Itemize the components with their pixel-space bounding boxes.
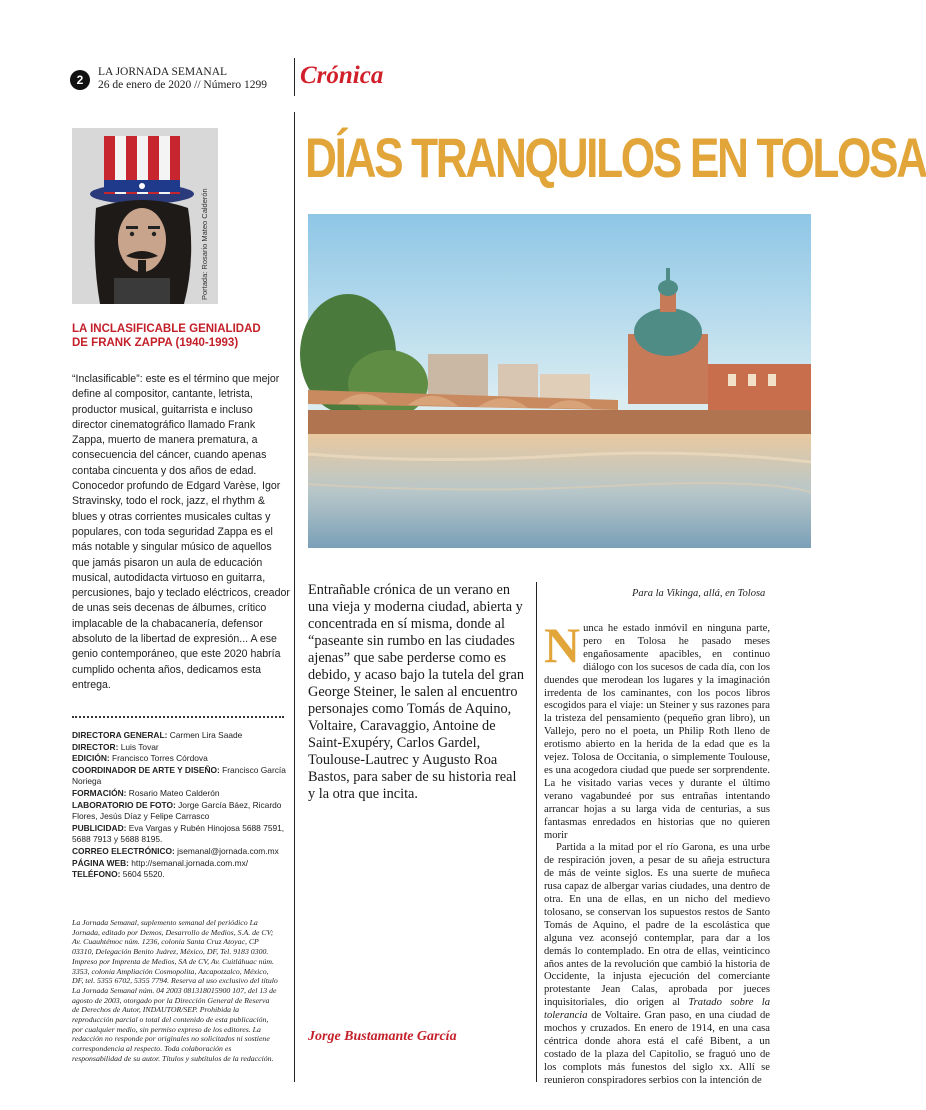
publication-name: LA JORNADA SEMANAL: [98, 66, 228, 78]
article-dedication: Para la Vikinga, allá, en Tolosa: [632, 588, 766, 599]
staff-row: PUBLICIDAD: Eva Vargas y Rubén Hinojosa 5688 7591, 5688 7913 y 5688 8195.: [72, 822, 285, 845]
staff-row: LABORATORIO DE FOTO: Jorge García Báez, Ricardo Flores, Jesús Díaz y Felipe Carrasco: [72, 799, 282, 822]
issue-date: 26 de enero de 2020 // Número 1299: [98, 79, 267, 91]
photo-credit: Portada: Rosario Mateo Calderón: [200, 188, 209, 300]
staff-row: FORMACIÓN: Rosario Mateo Calderón: [72, 787, 220, 798]
body-paragraph: Nunca he estado inmóvil en ninguna parte, pero en Tolosa he pasado meses engañosamente apacibles, en continuo diálogo con los sucesos de cada día, con los duendes que merodean los lugares y la imaginación irredenta de los caminantes, con los pocos libros escogidos para el viaje: un Steiner y sus razones para la tristeza del pensamiento (pequeño gran libro), un Vallejo, pero no el poeta, un Philip Roth lleno de erotismo abierto en la herida de la edad que es la vejez. Tolosa de Occitania, o simplemente Toulouse, es una acogedora ciudad que puede ser sorprendente. La he visitado varias veces y durante el último verano vagabundeé por sus entrañas intentando arrancar hojas a su larga vida de centurias, a sus fantasmas enredados en historias que no quieren morir: [544, 617, 770, 841]
body-column-divider: [536, 582, 537, 1082]
article-body: [544, 617, 771, 1088]
article-title: DÍAS TRANQUILOS EN TOLOSA: [305, 126, 926, 189]
staff-row: DIRECTORA GENERAL: Carmen Lira Saade: [72, 730, 243, 740]
column-divider: [294, 112, 295, 1082]
river-garonne-illustration: [308, 214, 811, 548]
staff-row: CORREO ELECTRÓNICO: jsemanal@jornada.com.mx: [72, 845, 279, 856]
page-number: 2: [70, 70, 90, 90]
sidebar-intro: “Inclasificable”: este es el término que mejor define al compositor, cantante, letrista, productor musical, guitarrista e incluso director cinematográfico llamado Frank Zappa, muerto de manera prematura, a consecuencia del cáncer, cuando apenas contaba cincuenta y dos años de edad. Conocedor profundo de Edgard Varèse, Igor Stravinsky, todo el rock, jazz, el rhythm & blues y otras corrientes musicales cultas y populares, con toda seguridad Zappa es el más notable y singular músico de aquellos que jamás pisaron un aula de educación musical, autodidacta virtuoso en guitarra, percusiones, bajo y teclado eléctricos, creador de unas seis decenas de álbumes, crítico implacable de la chabacanería, defensor absoluto de la libertad de expresión... A ese genio contemporáneo, que este 2020 habría cumplido ochenta años, dedicamos esta entrega.: [72, 373, 290, 691]
section-title: Crónica: [300, 62, 384, 89]
staff-row: PÁGINA WEB: http://semanal.jornada.com.mx/: [72, 857, 249, 868]
toulouse-photo: [308, 214, 811, 548]
article-lead: Entrañable crónica de un verano en una vieja y moderna ciudad, abierta y concentrada en sí misma, donde al “paseante sin rumbo en las ciudades ajenas” que sabe perderse como es debido, y acaso bajo la tutela del gran George Steiner, le salen al encuentro personajes como Tomás de Aquino, Voltaire, Caravaggio, Antoine de Saint-Exupéry, Carlos Gardel, Toulouse-Lautrec y Augusto Roa Bastos, para saber de su historia real y la otra que incita.: [308, 582, 524, 802]
article-byline: Jorge Bustamante García: [308, 1029, 457, 1044]
header-divider: [294, 58, 295, 96]
publication-masthead: [98, 66, 267, 92]
portrait-illustration: [72, 128, 218, 304]
dotted-divider: [72, 716, 284, 718]
drop-cap: N: [544, 617, 581, 673]
body-paragraph: Partida a la mitad por el río Garona, es una urbe de respiración joven, a pesar de su añeja estructura de más de veinte siglos. Es una suerte de muñeca rusa capaz de albergar varias ciudades, una dentro de otra. En una de ellas, en un nicho del medievo tolosano, se conservan los supuestos restos de Santo Tomás de Aquino, el padre de la escolástica que alguna vez aconsejó contemplar, para dar a los demás lo contemplado. En otra de ellas, veinticinco años antes de la revolución que cambió la historia de Occidente, la injusta ejecución del comerciante protestante Jean Calas, aprobada por jueces inquisitoriales, dio origen al Tratado sobre la tolerancia de Voltaire. Gran paso, en una ciudad de mochos y cruzados. En enero de 1914, en una casa céntrica donde ahora está el café Bibent, a un costado de la plaza del Capitolio, se fraguó uno de los complots más funestos del siglo xx. Allí se reunieron conspiradores serbios con la intención de: [544, 842, 771, 1086]
sidebar-kicker: LA INCLASIFICABLE GENIALIDAD DE FRANK ZAPPA (1940-1993): [72, 323, 261, 349]
staff-credits: [72, 730, 290, 881]
staff-row: COORDINADOR DE ARTE Y DISEÑO: Francisco García Noriega: [72, 764, 286, 787]
staff-row: EDICIÓN: Francisco Torres Córdova: [72, 753, 208, 764]
legal-notice: La Jornada Semanal, suplemento semanal del periódico La Jornada, editado por Demos, Desarrollo de Medios, S.A. de CV; Av. Cuauhtémoc núm. 1236, colonia Santa Cruz Atoyac, CP 03310, Delegación Benito Juárez, México, DF, Tel. 9183 0300. Impreso por Imprenta de Medios, SA de CV, Av. Cuitláhuac núm. 3353, colonia Ampliación Cosmopolita, Azcapotzalco, México, DF, tel. 5355 6702, 5355 7794. Reserva al uso exclusivo del título La Jornada Semanal núm. 04 2003 081318015900 107, del 13 de agosto de 2003, otorgado por la Dirección General de Reserva de Derechos de Autor, INDAUTOR/SEP. Prohibida la reproducción parcial o total del contenido de esta publicación, por cualquier medio, sin permiso expreso de los editores. La redacción no responde por originales no solicitados ni sostiene correspondencia al respecto. Toda colaboración es responsabilidad de su autor. Títulos y subtítulos de la redacción.: [72, 918, 278, 1063]
cover-portrait: [72, 128, 218, 304]
staff-row: DIRECTOR: Luis Tovar: [72, 741, 159, 752]
staff-row: TELÉFONO: 5604 5520.: [72, 869, 165, 880]
